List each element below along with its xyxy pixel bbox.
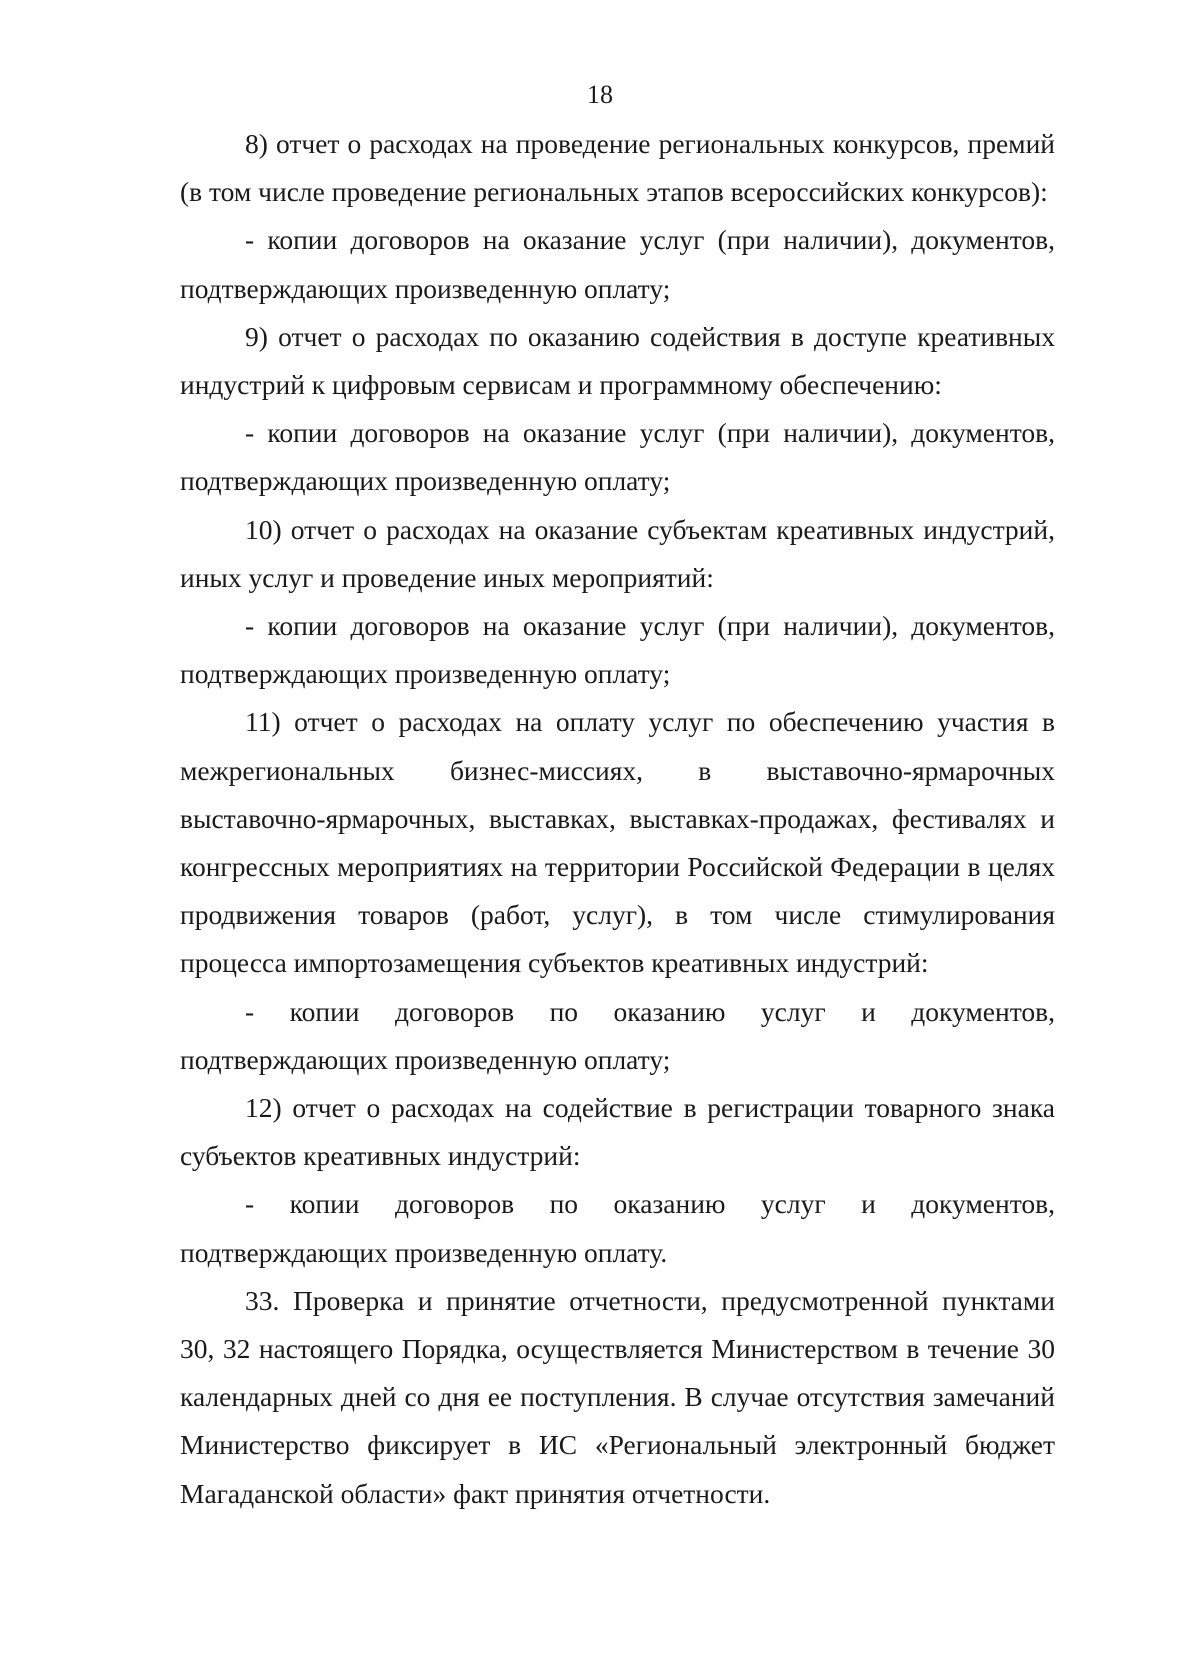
paragraph-section-33: 33. Проверка и принятие отчетности, предусмотренной пунктами 30, 32 настоящего Порядка, осуществляется Министерством в течение 30 календарных дней со дня ее поступления. В случае отсутствия замечаний Министерство фиксирует в ИС «Региональный электронный бюджет Магаданской области» факт принятия отчетности. <box>180 1284 1055 1509</box>
paragraph-item-10: 10) отчет о расходах на оказание субъектам креативных индустрий, иных услуг и проведение иных мероприятий: <box>180 513 1055 593</box>
paragraph-item-11-attachment: - копии договоров по оказанию услуг и документов, подтверждающих произведенную оплату; <box>180 995 1055 1075</box>
paragraph-item-12: 12) отчет о расходах на содействие в регистрации товарного знака субъектов креативных индустрий: <box>180 1092 1055 1172</box>
paragraph-item-9-attachment: - копии договоров на оказание услуг (при наличии), документов, подтверждающих произведенную оплату; <box>180 417 1055 497</box>
paragraph-item-8-attachment: - копии договоров на оказание услуг (при наличии), документов, подтверждающих произведенную оплату; <box>180 224 1055 304</box>
paragraph-item-11: 11) отчет о расходах на оплату услуг по обеспечению участия в межрегиональных бизнес-миссиях, в выставочно-ярмарочных выставочно-ярмарочных, выставках, выставках-продажах, фестивалях и конгрессных мероприятиях на территории Российской Федерации в целях продвижения товаров (работ, услуг), в том числе стимулирования процесса импортозамещения субъектов креативных индустрий: <box>180 706 1055 979</box>
paragraph-item-9: 9) отчет о расходах по оказанию содействия в доступе креативных индустрий к цифровым сервисам и программному обеспечению: <box>180 320 1055 401</box>
paragraph-item-12-attachment: - копии договоров по оказанию услуг и документов, подтверждающих произведенную оплату. <box>180 1188 1055 1268</box>
paragraph-item-8: 8) отчет о расходах на проведение региональных конкурсов, премий (в том числе проведение региональных этапов всероссийских конкурсов): <box>180 128 1055 208</box>
document-body <box>180 120 1055 1518</box>
page-number: 18 <box>587 80 613 109</box>
paragraph-item-10-attachment: - копии договоров на оказание услуг (при наличии), документов, подтверждающих произведенную оплату; <box>180 610 1055 690</box>
